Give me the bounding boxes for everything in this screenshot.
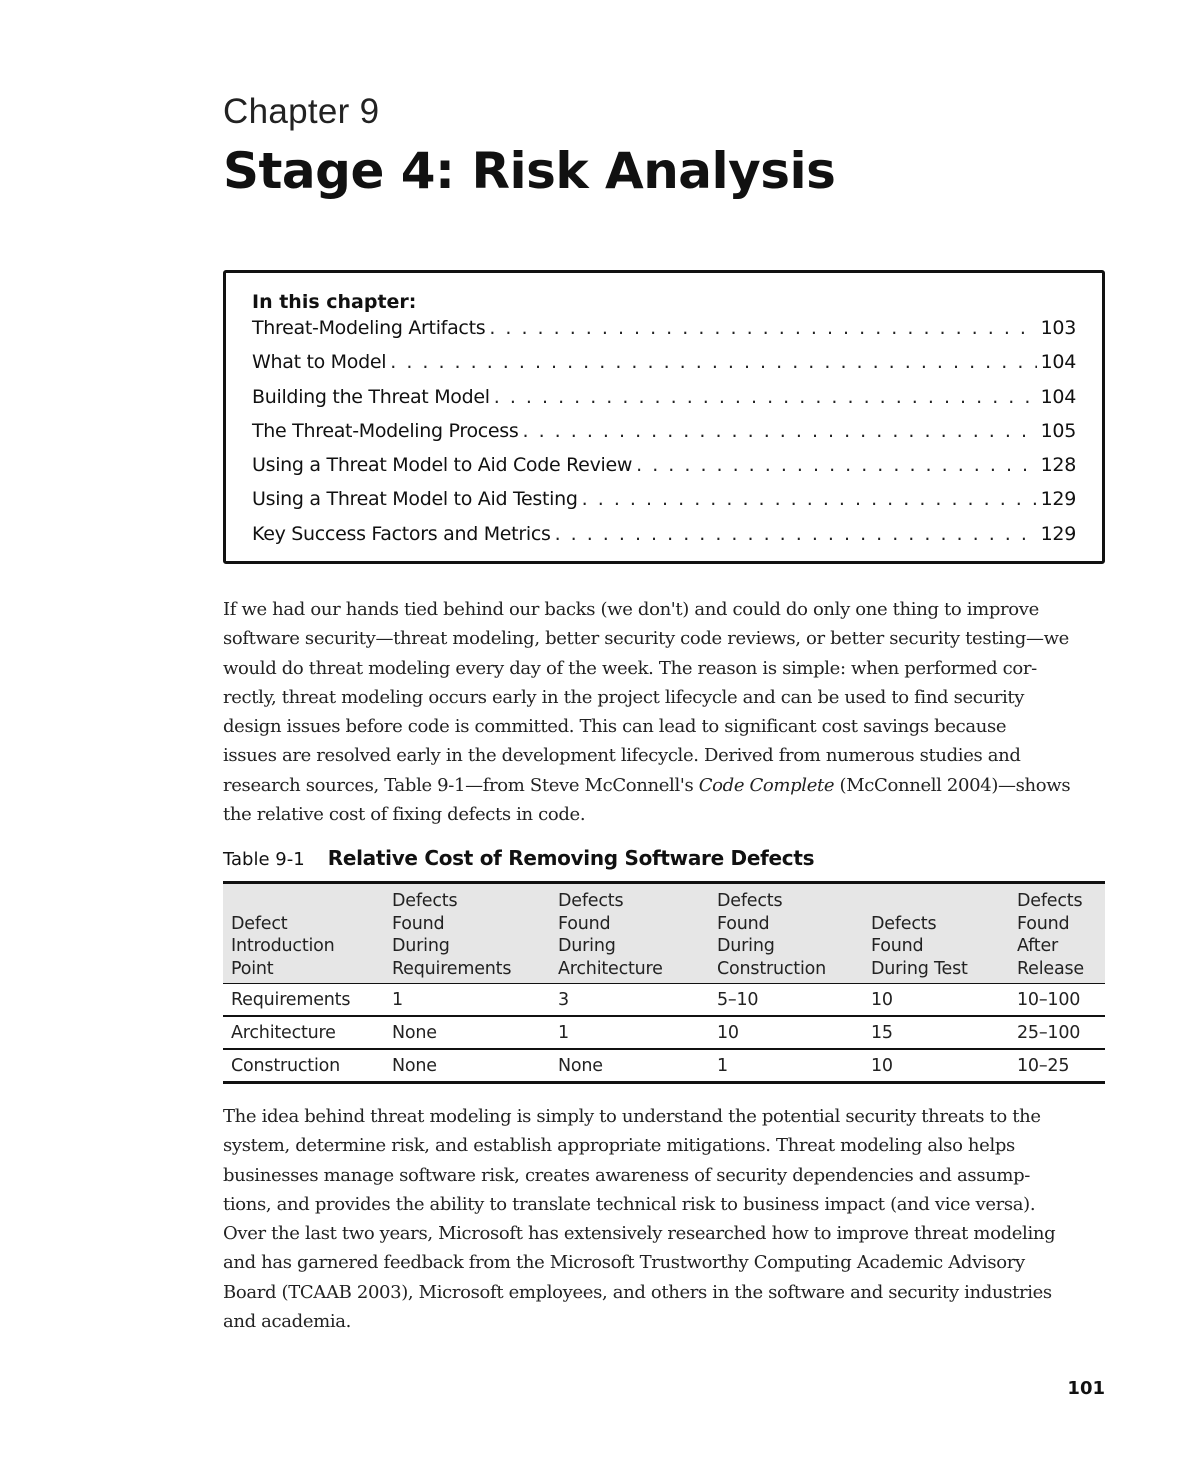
body-paragraph: [223, 1102, 1105, 1336]
table-cell: 10: [871, 989, 893, 1010]
text-line: system, determine risk, and establish appropriate mitigations. Threat modeling also helps: [223, 1135, 1015, 1157]
table-cell: Requirements: [231, 989, 351, 1010]
text-line: businesses manage software risk, creates awareness of security dependencies and assump-: [223, 1164, 1030, 1186]
contents-item-title: Key Success Factors and Metrics: [252, 522, 551, 545]
text-line: the relative cost of fixing defects in code.: [223, 804, 586, 826]
dot-leader: [489, 317, 1036, 339]
text-line: issues are resolved early in the development lifecycle. Derived from numerous studies and: [223, 745, 1021, 767]
text-line: and academia.: [223, 1311, 352, 1333]
contents-item-title: What to Model: [252, 351, 387, 374]
table-cell: 10–25: [1017, 1055, 1070, 1076]
contents-item[interactable]: [252, 386, 1076, 420]
contents-item-page: 103: [1040, 317, 1076, 339]
contents-item-title: Threat-Modeling Artifacts: [252, 317, 486, 339]
dot-leader: [523, 420, 1037, 442]
text-line: Board (TCAAB 2003), Microsoft employees, and others in the software and security industries: [223, 1281, 1052, 1303]
contents-item-page: 128: [1040, 454, 1076, 477]
table-cell: 10: [717, 1022, 739, 1043]
table-cell: 15: [871, 1022, 893, 1043]
contents-item[interactable]: [252, 488, 1076, 522]
contents-item-page: 105: [1040, 419, 1076, 442]
table-cell: 1: [717, 1055, 728, 1076]
text-line: would do threat modeling every day of the week. The reason is simple: when performed cor-: [223, 657, 1037, 679]
dot-leader: [494, 386, 1037, 408]
contents-item-page: 129: [1040, 488, 1076, 511]
contents-item-page: 104: [1040, 351, 1076, 374]
text-line: software security—threat modeling, better security code reviews, or better security testing—we: [223, 628, 1069, 650]
contents-item[interactable]: [252, 454, 1076, 488]
contents-item-title: Using a Threat Model to Aid Code Review: [252, 454, 633, 477]
table-row: [223, 1016, 1105, 1049]
column-header: Defects Found During Construction: [717, 891, 827, 979]
contents-item[interactable]: [252, 317, 1076, 351]
column-header: Defects Found During Architecture: [558, 891, 663, 979]
table-header: [223, 883, 1105, 984]
dot-leader: [636, 454, 1037, 476]
contents-item-title: Using a Threat Model to Aid Testing: [252, 488, 578, 511]
book-title: Code Complete: [698, 774, 835, 796]
dot-leader: [390, 351, 1036, 373]
page-number: 101: [1067, 1378, 1105, 1399]
dot-leader: [582, 488, 1037, 510]
column-header: Defects Found During Test: [871, 913, 968, 979]
table-body: [223, 984, 1105, 1083]
intro-paragraph: [223, 595, 1105, 829]
contents-item[interactable]: [252, 523, 1076, 557]
column-header: Defects Found During Requirements: [392, 891, 512, 979]
text-line: [223, 771, 1105, 800]
chapter-label: Chapter 9: [223, 92, 380, 131]
chapter-title: Stage 4: Risk Analysis: [223, 142, 836, 200]
contents-item[interactable]: [252, 420, 1076, 454]
table-cell: None: [558, 1055, 603, 1076]
text-line: Over the last two years, Microsoft has extensively researched how to improve threat modeling: [223, 1223, 1056, 1245]
table-cell: Construction: [231, 1055, 341, 1076]
column-header: Defect Introduction Point: [231, 913, 335, 979]
text-line: and has garnered feedback from the Microsoft Trustworthy Computing Academic Advisory: [223, 1252, 1025, 1274]
table-cell: 5–10: [717, 989, 759, 1010]
dot-leader: [555, 523, 1037, 545]
table-row: [223, 1049, 1105, 1083]
text-run: research sources, Table 9-1—from Steve McConnell's: [223, 774, 699, 796]
table-cell: 1: [392, 989, 403, 1010]
defect-cost-table: [223, 881, 1105, 1084]
contents-item-page: 104: [1040, 385, 1076, 408]
table-title: Relative Cost of Removing Software Defects: [327, 846, 815, 870]
contents-item-page: 129: [1040, 522, 1076, 545]
text-line: tions, and provides the ability to translate technical risk to business impact (and vice versa).: [223, 1193, 1036, 1215]
text-line: design issues before code is committed. This can lead to significant cost savings because: [223, 716, 1007, 738]
table-cell: None: [392, 1055, 437, 1076]
header-row: [223, 883, 1105, 984]
text-line: rectly, threat modeling occurs early in the project lifecycle and can be used to find security: [223, 686, 1025, 708]
contents-item[interactable]: [252, 351, 1076, 385]
table-cell: 25–100: [1017, 1022, 1081, 1043]
table-cell: None: [392, 1022, 437, 1043]
text-run: (McConnell 2004)—shows: [834, 774, 1071, 796]
table-cell: 10–100: [1017, 989, 1081, 1010]
table-cell: 1: [558, 1022, 569, 1043]
column-header: Defects Found After Release: [1017, 891, 1084, 979]
table-caption: [223, 846, 814, 870]
table-cell: 10: [871, 1055, 893, 1076]
text-line: If we had our hands tied behind our backs (we don't) and could do only one thing to improve: [223, 599, 1039, 620]
chapter-contents-box: [223, 270, 1105, 564]
contents-item-title: The Threat-Modeling Process: [252, 419, 519, 442]
contents-item-title: Building the Threat Model: [252, 385, 490, 408]
contents-list: [252, 317, 1076, 557]
text-line: The idea behind threat modeling is simply to understand the potential security threats to the: [223, 1106, 1041, 1127]
table-row: [223, 984, 1105, 1017]
table-cell: Architecture: [231, 1022, 336, 1043]
contents-heading: In this chapter:: [252, 291, 417, 313]
table-cell: 3: [558, 989, 569, 1010]
table-number: Table 9-1: [223, 849, 305, 870]
